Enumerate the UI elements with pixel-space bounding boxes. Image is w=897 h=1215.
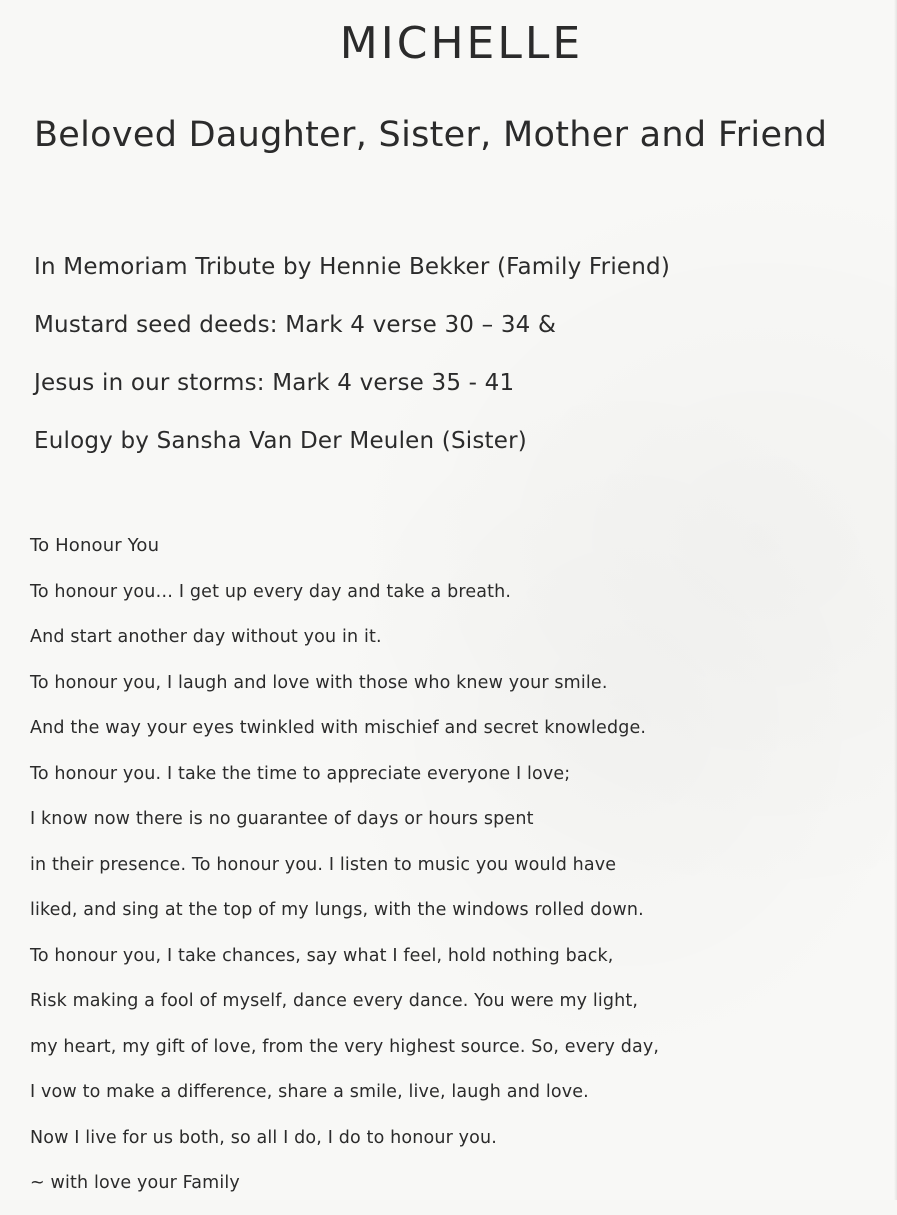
poem-heading: To Honour You bbox=[30, 535, 160, 556]
program-item-eulogy: Eulogy by Sansha Van Der Meulen (Sister) bbox=[34, 428, 527, 454]
program-list bbox=[34, 250, 670, 482]
page-title: MICHELLE bbox=[339, 18, 584, 69]
poem-line: my heart, my gift of love, from the very highest source. So, every day, bbox=[30, 1036, 660, 1057]
poem-line: To honour you, I take chances, say what I feel, hold nothing back, bbox=[30, 945, 614, 966]
poem-line: in their presence. To honour you. I listen to music you would have bbox=[30, 854, 617, 875]
poem-line: And the way your eyes twinkled with mischief and secret knowledge. bbox=[30, 718, 647, 738]
poem-line: I know now there is no guarantee of days or hours spent bbox=[30, 809, 534, 829]
poem-line: I vow to make a difference, share a smile, live, laugh and love. bbox=[30, 1082, 589, 1102]
poem-line: To honour you, I laugh and love with those who knew your smile. bbox=[30, 672, 608, 693]
poem-line: Now I live for us both, so all I do, I do to honour you. bbox=[30, 1127, 497, 1148]
poem-line: Risk making a fool of myself, dance every dance. You were my light, bbox=[30, 991, 639, 1011]
poem-line: And start another day without you in it. bbox=[30, 627, 382, 647]
poem-signature: ~ with love your Family bbox=[30, 1173, 240, 1193]
program-item-storms: Jesus in our storms: Mark 4 verse 35 - 41 bbox=[34, 370, 515, 396]
poem bbox=[30, 532, 659, 1215]
program-item-mustard-seed: Mustard seed deeds: Mark 4 verse 30 – 34 & bbox=[34, 312, 557, 338]
poem-line: To honour you… I get up every day and take a breath. bbox=[30, 581, 512, 602]
poem-line: liked, and sing at the top of my lungs, with the windows rolled down. bbox=[30, 900, 644, 920]
poem-line: To honour you. I take the time to appreciate everyone I love; bbox=[30, 763, 571, 784]
page-subtitle: Beloved Daughter, Sister, Mother and Friend bbox=[34, 115, 828, 155]
program-item-tribute: In Memoriam Tribute by Hennie Bekker (Family Friend) bbox=[34, 254, 671, 280]
